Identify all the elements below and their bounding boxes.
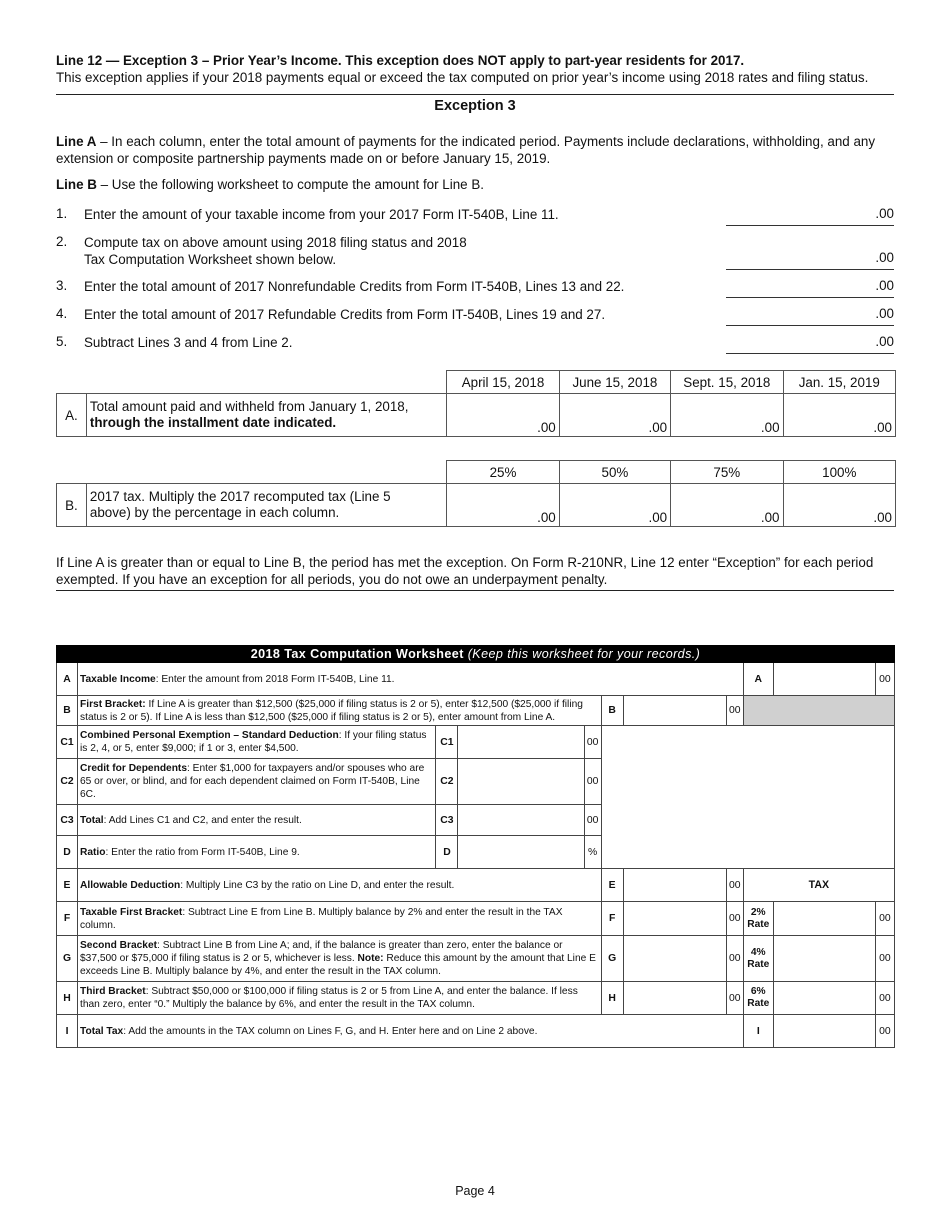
row-description: Third Bracket: Subtract $50,000 or $100,000 if filing status is 2 or 5 from Line A, and enter the balance. If less than zero, enter “0.” Multiply the balance by 6%, and enter the result in the TAX column. xyxy=(78,982,602,1015)
row-label: D xyxy=(57,836,78,869)
line-b-input[interactable] xyxy=(623,696,726,726)
row-label: E xyxy=(57,869,78,902)
row-description: Total amount paid and withheld from January 1, 2018, through the installment date indicated. xyxy=(86,394,446,437)
total-tax-input[interactable] xyxy=(773,1015,875,1048)
row-label: D xyxy=(436,836,458,869)
line-a-label: Line A xyxy=(56,134,97,149)
row-label: G xyxy=(57,936,78,982)
row-description: Total Tax: Add the amounts in the TAX column on Lines F, G, and H. Enter here and on Line 2 above. xyxy=(78,1015,744,1048)
line-b-label: Line B xyxy=(56,177,97,192)
item-text: Enter the amount of your taxable income from your 2017 Form IT-540B, Line 11. xyxy=(84,207,559,222)
row-label: I xyxy=(57,1015,78,1048)
column-header: 100% xyxy=(783,461,896,484)
row-label: C3 xyxy=(57,805,78,836)
cents-label: 00 xyxy=(875,1015,894,1048)
amount-cell[interactable]: .00 xyxy=(447,394,559,437)
rate-label: 4% Rate xyxy=(743,936,773,982)
empty-area xyxy=(601,726,894,869)
section-title: Exception 3 xyxy=(434,98,516,114)
row-label: C3 xyxy=(436,805,458,836)
row-label: B xyxy=(601,696,623,726)
row-label: A. xyxy=(57,394,87,437)
cents-label: 00 xyxy=(875,936,894,982)
line-c2-input[interactable] xyxy=(458,759,584,805)
rate-label: 2% Rate xyxy=(743,902,773,936)
line-d-input[interactable] xyxy=(458,836,584,869)
row-label: F xyxy=(57,902,78,936)
tax-column-header: TAX xyxy=(743,869,894,902)
column-header: April 15, 2018 xyxy=(447,371,559,394)
column-header: June 15, 2018 xyxy=(559,371,670,394)
page-number: Page 4 xyxy=(455,1184,495,1198)
item-number: 1. xyxy=(56,206,68,221)
rate-label: 6% Rate xyxy=(743,982,773,1015)
item-number: 4. xyxy=(56,306,68,321)
worksheet-title: 2018 Tax Computation Worksheet (Keep this worksheet for your records.) xyxy=(57,646,895,663)
column-header: 75% xyxy=(671,461,783,484)
percent-label: % xyxy=(584,836,601,869)
item-text: Subtract Lines 3 and 4 from Line 2. xyxy=(84,335,293,350)
row-description: Ratio: Enter the ratio from Form IT-540B, Line 9. xyxy=(78,836,436,869)
line-e-input[interactable] xyxy=(623,869,726,902)
row-description: Second Bracket: Subtract Line B from Line A; and, if the balance is greater than zero, enter the balance or $37,500 or $75,000 if filing status is 2 or 5, whichever is less. Note: Reduce this amount by the amount that Line E exceeds Line B. Multiply balance by 4%, and enter the result in the TAX column. xyxy=(78,936,602,982)
tax-h-input[interactable] xyxy=(773,982,875,1015)
item-5-amount-field[interactable]: .00 xyxy=(726,334,894,354)
line-a-text: – In each column, enter the total amount of payments for the indicated period. Payments include declarations, withholding, and any extension or composite partnership payments made on or before January 15, 2019. xyxy=(56,134,876,166)
row-label: A xyxy=(743,663,773,696)
item-1-amount-field[interactable]: .00 xyxy=(726,206,894,226)
line-a-instructions xyxy=(56,133,896,167)
row-label: A xyxy=(57,663,78,696)
tax-f-input[interactable] xyxy=(773,902,875,936)
item-number: 5. xyxy=(56,334,68,349)
amount-cell[interactable]: .00 xyxy=(559,394,670,437)
row-description: Combined Personal Exemption – Standard Deduction: If your filing status is 2, 4, or 5, enter $9,000; if 1 or 3, enter $4,500. xyxy=(78,726,436,759)
cents-label: 00 xyxy=(726,696,743,726)
row-label: H xyxy=(57,982,78,1015)
item-3-amount-field[interactable]: .00 xyxy=(726,278,894,298)
line-b-instructions xyxy=(56,177,484,192)
exception-note: If Line A is greater than or equal to Line B, the period has met the exception. On Form R-210NR, Line 12 enter “Exception” for each period exempted. If you have an exception for all periods, you do not owe an underpayment penalty. xyxy=(56,555,874,587)
row-label: F xyxy=(601,902,623,936)
cents-label: 00 xyxy=(584,805,601,836)
line-c1-input[interactable] xyxy=(458,726,584,759)
line-c3-input[interactable] xyxy=(458,805,584,836)
line-f-input[interactable] xyxy=(623,902,726,936)
item-text: Compute tax on above amount using 2018 filing status and 2018 Tax Computation Worksheet shown below. xyxy=(84,235,467,267)
cents-label: 00 xyxy=(875,902,894,936)
cents-label: 00 xyxy=(875,663,894,696)
percentage-table xyxy=(56,460,896,527)
item-number: 2. xyxy=(56,234,68,249)
row-label: C2 xyxy=(436,759,458,805)
line-b-text: – Use the following worksheet to compute the amount for Line B. xyxy=(96,177,484,192)
column-header: Sept. 15, 2018 xyxy=(671,371,783,394)
amount-cell[interactable]: .00 xyxy=(783,484,896,527)
amount-cell[interactable]: .00 xyxy=(447,484,559,527)
page-header-title: Line 12 — Exception 3 – Prior Year’s Income. This exception does NOT apply to part-year residents for 2017. xyxy=(56,53,745,68)
cents-label: 00 xyxy=(726,936,743,982)
amount-cell[interactable]: .00 xyxy=(559,484,670,527)
page-header-subtitle: This exception applies if your 2018 payments equal or exceed the tax computed on prior year’s income using 2018 rates and filing status. xyxy=(56,70,869,85)
line-g-input[interactable] xyxy=(623,936,726,982)
tax-computation-worksheet xyxy=(56,645,895,1048)
row-label: B. xyxy=(57,484,87,527)
row-label: C1 xyxy=(57,726,78,759)
item-2-amount-field[interactable]: .00 xyxy=(726,250,894,270)
cents-label: 00 xyxy=(726,982,743,1015)
column-header: 50% xyxy=(559,461,670,484)
row-description: Total: Add Lines C1 and C2, and enter the result. xyxy=(78,805,436,836)
row-label: C2 xyxy=(57,759,78,805)
row-description: Credit for Dependents: Enter $1,000 for taxpayers and/or spouses who are 65 or over, or blind, and for each dependent claimed on Form IT-540B, Line 6C. xyxy=(78,759,436,805)
item-number: 3. xyxy=(56,278,68,293)
cents-label: 00 xyxy=(726,902,743,936)
item-text: Enter the total amount of 2017 Nonrefundable Credits from Form IT-540B, Lines 13 and 22. xyxy=(84,279,625,294)
row-description: 2017 tax. Multiply the 2017 recomputed tax (Line 5 above) by the percentage in each column. xyxy=(86,484,446,527)
divider xyxy=(56,590,894,591)
row-label: B xyxy=(57,696,78,726)
payments-table xyxy=(56,370,896,437)
tax-g-input[interactable] xyxy=(773,936,875,982)
column-header: 25% xyxy=(447,461,559,484)
line-a-input[interactable] xyxy=(773,663,875,696)
item-4-amount-field[interactable]: .00 xyxy=(726,306,894,326)
cents-label: 00 xyxy=(726,869,743,902)
cents-label: 00 xyxy=(875,982,894,1015)
divider xyxy=(56,94,894,95)
row-description: Allowable Deduction: Multiply Line C3 by the ratio on Line D, and enter the result. xyxy=(78,869,602,902)
row-description: Taxable First Bracket: Subtract Line E from Line B. Multiply balance by 2% and enter the result in the TAX column. xyxy=(78,902,602,936)
amount-cell[interactable]: .00 xyxy=(671,394,783,437)
line-h-input[interactable] xyxy=(623,982,726,1015)
row-label: G xyxy=(601,936,623,982)
row-label: E xyxy=(601,869,623,902)
cents-label: 00 xyxy=(584,759,601,805)
amount-cell[interactable]: .00 xyxy=(783,394,895,437)
shaded-cell xyxy=(743,696,894,726)
row-label: C1 xyxy=(436,726,458,759)
row-description: Taxable Income: Enter the amount from 2018 Form IT-540B, Line 11. xyxy=(78,663,744,696)
column-header: Jan. 15, 2019 xyxy=(783,371,895,394)
row-label: I xyxy=(743,1015,773,1048)
amount-cell[interactable]: .00 xyxy=(671,484,783,527)
row-description: First Bracket: If Line A is greater than $12,500 ($25,000 if filing status is 2 or 5), enter $12,500 ($25,000 if filing status is 2 or 5). If Line A is less than $12,500 ($25,000 if filing status is 2 or 5), enter amount from Line A. xyxy=(78,696,602,726)
cents-label: 00 xyxy=(584,726,601,759)
row-label: H xyxy=(601,982,623,1015)
item-text: Enter the total amount of 2017 Refundable Credits from Form IT-540B, Lines 19 and 27. xyxy=(84,307,606,322)
